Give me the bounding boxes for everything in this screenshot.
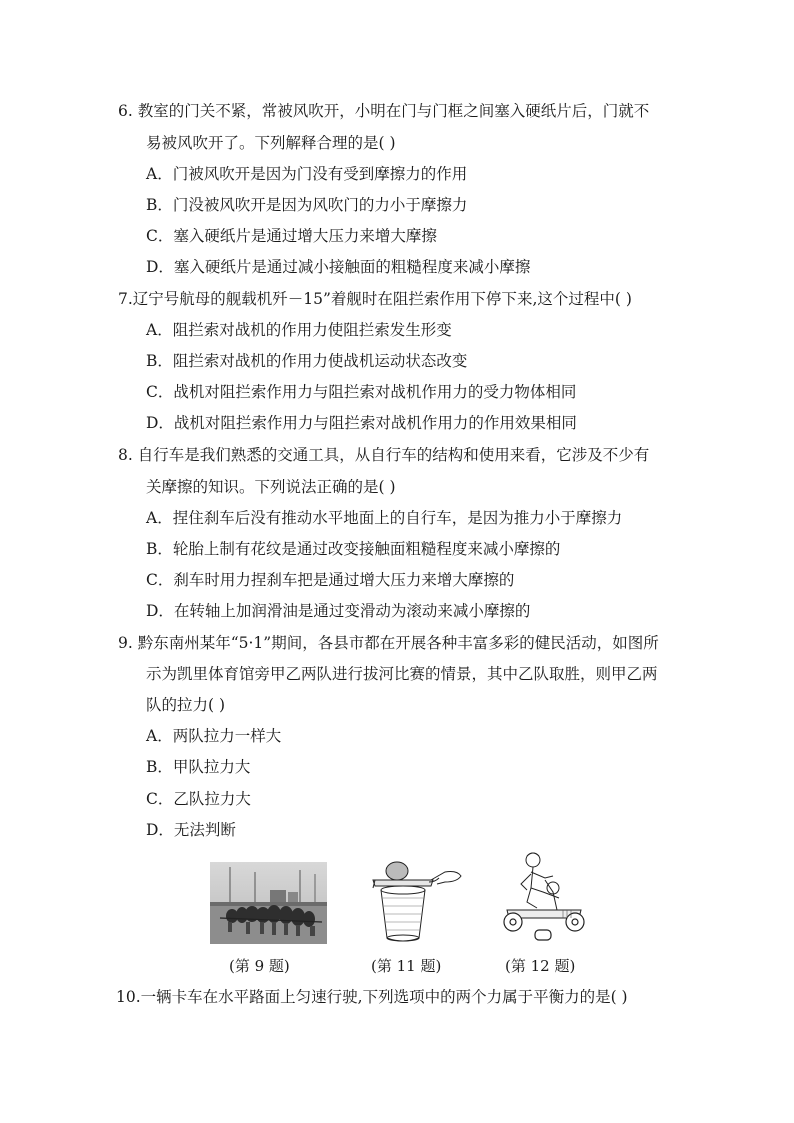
- figure-caption-q11: (第 11 题): [371, 957, 442, 975]
- q7-option-d: D．战机对阻拦索作用力与阻拦索对战机作用力的作用效果相同: [146, 414, 577, 432]
- q6-stem-line2: 易被风吹开了。下列解释合理的是( ): [146, 134, 396, 152]
- q6-option-d: D．塞入硬纸片是通过减小接触面的粗糙程度来减小摩擦: [146, 258, 531, 276]
- q6-stem-line1: 6. 教室的门关不紧，常被风吹开，小明在门与门框之间塞入硬纸片后，门就不: [118, 102, 650, 120]
- cup-card-ball-figure: [365, 858, 465, 948]
- figure-caption-q9: (第 9 题): [229, 957, 290, 975]
- q6-option-c: C．塞入硬纸片是通过增大压力来增大摩擦: [146, 227, 437, 245]
- q8-stem-line2: 关摩擦的知识。下列说法正确的是( ): [146, 478, 396, 496]
- q9-stem-line1: 9. 黔东南州某年“5·1”期间，各县市都在开展各种丰富多彩的健民活动，如图所: [118, 634, 659, 652]
- q7-option-a: A．阻拦索对战机的作用力使阻拦索发生形变: [146, 321, 452, 339]
- q6-option-a: A．门被风吹开是因为门没有受到摩擦力的作用: [146, 165, 468, 183]
- q8-stem-line1: 8. 自行车是我们熟悉的交通工具，从自行车的结构和使用来看，它涉及不少有: [118, 446, 650, 464]
- q8-option-d: D．在转轴上加润滑油是通过变滑动为滚动来减小摩擦的: [146, 602, 531, 620]
- q8-option-c: C．刹车时用力捏刹车把是通过增大压力来增大摩擦的: [146, 571, 515, 589]
- tug-of-war-photo: [210, 862, 327, 944]
- q8-option-a: A．捏住刹车后没有推动水平地面上的自行车，是因为推力小于摩擦力: [146, 509, 623, 527]
- q9-option-b: B．甲队拉力大: [146, 758, 251, 776]
- q7-option-b: B．阻拦索对战机的作用力使战机运动状态改变: [146, 352, 468, 370]
- q8-option-b: B．轮胎上制有花纹是通过改变接触面粗糙程度来减小摩擦的: [146, 540, 561, 558]
- q9-stem-line3: 队的拉力( ): [146, 696, 226, 714]
- q7-option-c: C．战机对阻拦索作用力与阻拦索对战机作用力的受力物体相同: [146, 383, 577, 401]
- q9-stem-line2: 示为凯里体育馆旁甲乙两队进行拔河比赛的情景，其中乙队取胜，则甲乙两: [146, 665, 658, 683]
- q9-option-d: D．无法判断: [146, 821, 236, 839]
- q9-option-c: C．乙队拉力大: [146, 790, 251, 808]
- q7-stem-line1: 7.辽宁号航母的舰载机歼－15”着舰时在阻拦索作用下停下来,这个过程中( ): [118, 290, 632, 308]
- q10-stem-line1: 10.一辆卡车在水平路面上匀速行驶,下列选项中的两个力属于平衡力的是( ): [116, 988, 628, 1006]
- q9-option-a: A．两队拉力一样大: [146, 727, 282, 745]
- person-on-kart-figure: [497, 848, 589, 946]
- q6-option-b: B．门没被风吹开是因为风吹门的力小于摩擦力: [146, 196, 468, 214]
- figure-caption-q12: (第 12 题): [505, 957, 576, 975]
